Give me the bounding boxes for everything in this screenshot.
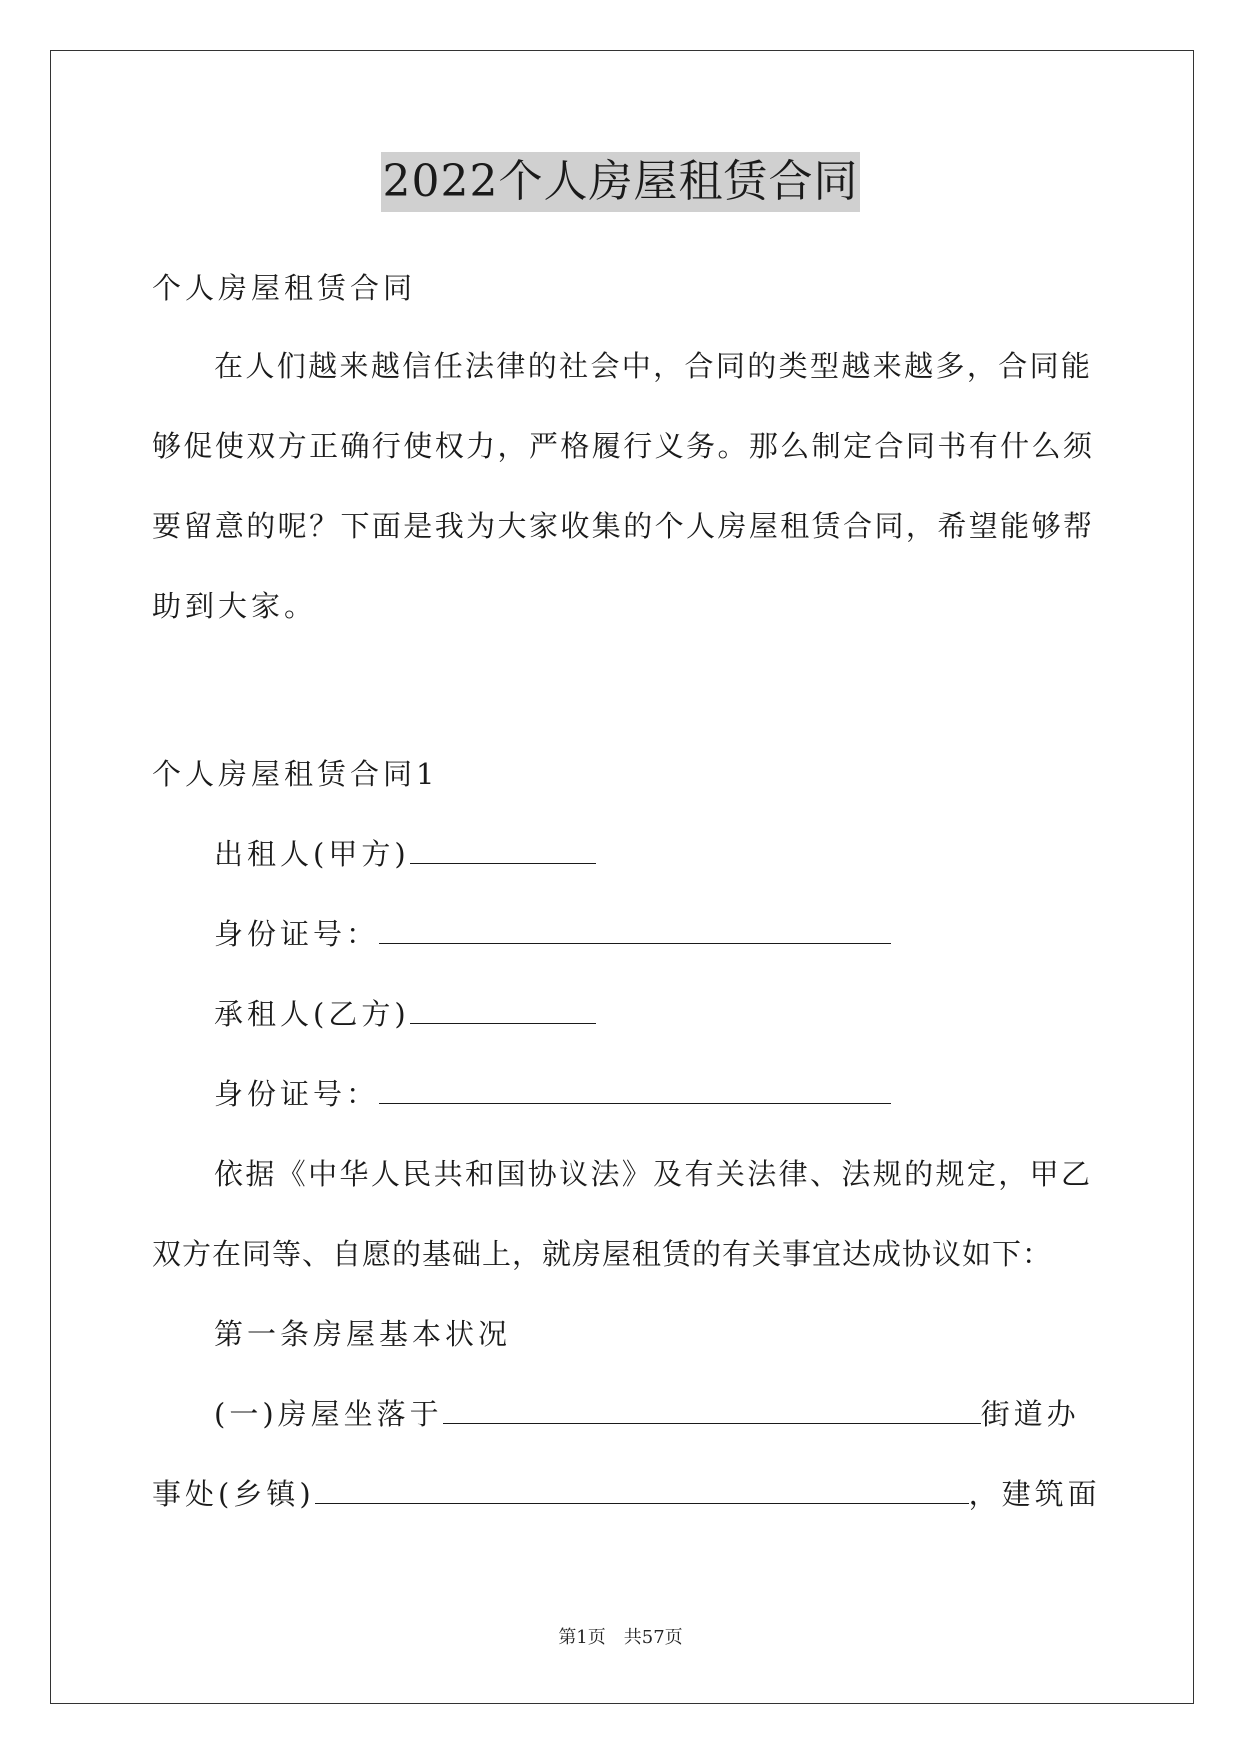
lessee-row <box>214 994 596 1034</box>
basis-line-2: 双方在同等、自愿的基础上，就房屋租赁的有关事宜达成协议如下： <box>152 1237 1053 1271</box>
document-title: 2022个人房屋租赁合同 <box>381 152 861 212</box>
intro-line-4: 助到大家。 <box>152 589 318 623</box>
lessee-id-blank <box>379 1075 891 1104</box>
page-number-footer: 第1页 共57页 <box>558 1627 683 1648</box>
town-blank <box>315 1475 969 1504</box>
article1-item1-line2-prefix: 事处(乡镇) <box>152 1477 315 1511</box>
lessor-id-row <box>214 914 891 954</box>
lessor-id-blank <box>379 915 891 944</box>
title-container <box>0 152 1241 212</box>
subtitle: 个人房屋租赁合同 <box>152 271 417 305</box>
article1-item1-line2-suffix: ，建筑面 <box>968 1477 1101 1511</box>
lessor-blank <box>410 835 596 864</box>
article1-item1-row-2 <box>152 1474 1101 1514</box>
lessor-id-label: 身份证号： <box>214 917 380 951</box>
lessee-id-row <box>214 1074 891 1114</box>
article1-item1-row <box>214 1394 1080 1434</box>
basis-line-1: 依据《中华人民共和国协议法》及有关法律、法规的规定，甲乙 <box>214 1157 1090 1191</box>
intro-line-3: 要留意的呢？下面是我为大家收集的个人房屋租赁合同，希望能够帮 <box>152 509 1092 543</box>
article1-item1-prefix: (一)房屋坐落于 <box>214 1397 443 1431</box>
location-blank <box>443 1395 981 1424</box>
lessee-id-label: 身份证号： <box>214 1077 380 1111</box>
lessor-label: 出租人(甲方) <box>214 837 410 871</box>
lessee-label: 承租人(乙方) <box>214 997 410 1031</box>
article1-heading: 第一条房屋基本状况 <box>214 1317 512 1351</box>
section-heading: 个人房屋租赁合同1 <box>152 757 439 791</box>
lessor-row <box>214 834 596 874</box>
article1-item1-suffix: 街道办 <box>980 1397 1080 1431</box>
lessee-blank <box>410 995 596 1024</box>
intro-line-1: 在人们越来越信任法律的社会中，合同的类型越来越多，合同能 <box>214 349 1090 383</box>
intro-line-2: 够促使双方正确行使权力，严格履行义务。那么制定合同书有什么须 <box>152 429 1092 463</box>
